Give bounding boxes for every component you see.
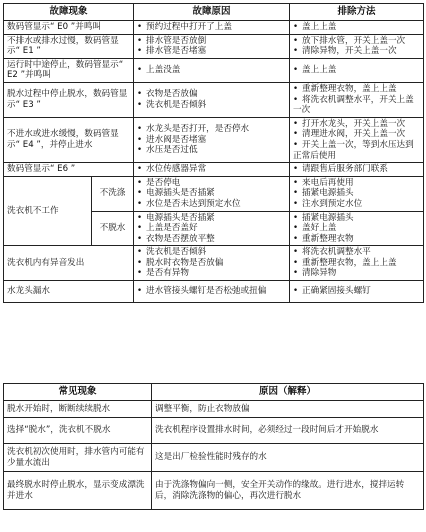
table-row: [4, 401, 424, 418]
cause-item: • 是否停电: [137, 178, 286, 189]
cause-item: • 进水管接头螺钉是否松弛或扭偏: [137, 286, 286, 297]
header-fix: 排除方法: [290, 4, 424, 21]
fix-item: • 将洗衣机调整水平，开关上盖一次: [293, 95, 420, 116]
table-row: [4, 246, 424, 281]
fix-item: • 插紧电源插头: [293, 213, 420, 224]
symptom-cell: 脱水过程中停止脱水，数码管显示“ E3 ”: [4, 82, 134, 117]
symptom-cell: 运行时中途停止，数码管显示“ E2 ”并鸣叫: [4, 58, 134, 82]
cause-item: • 进水阀是否堵塞: [137, 135, 286, 146]
fix-item: • 盖上上盖: [293, 22, 420, 33]
fix-item: • 盖好上盖: [293, 223, 420, 234]
reason-cell: 这是出厂检验性能时残存的水: [152, 444, 424, 472]
fix-item: • 将洗衣机调整水平: [293, 247, 420, 258]
symptom-cell: 不排水或排水过慢，数码管显示“ E1 ”: [4, 34, 134, 58]
fix-cell: [290, 281, 424, 303]
cause-item: • 是否有异物: [137, 268, 286, 279]
cause-cell: [134, 82, 290, 117]
cause-item: • 上盖没盖: [137, 65, 286, 76]
table-row: [4, 21, 424, 35]
header-reason: 原因（解释）: [152, 384, 424, 401]
header-cause: 故障原因: [134, 4, 290, 21]
sub-symptom-cell: 不洗涤: [92, 176, 134, 211]
fix-cell: [290, 163, 424, 177]
table-row: [4, 163, 424, 177]
cause-item: • 洗衣机是否倾斜: [137, 247, 286, 258]
cause-item: • 洗衣机是否倾斜: [137, 100, 286, 111]
cause-item: • 预约过程中打开了上盖: [137, 22, 286, 33]
fix-item: • 清除异物，开关上盖一次: [293, 46, 420, 57]
fault-table-header: [4, 4, 424, 21]
fix-item: • 放下排水管，开关上盖一次: [293, 36, 420, 47]
reason-cell: 调整平衡，防止衣物放偏: [152, 401, 424, 418]
cause-item: • 水压是否过低: [137, 145, 286, 156]
common-table-header: [4, 384, 424, 401]
table-row: [4, 34, 424, 58]
cause-item: • 衣物是否放偏: [137, 89, 286, 100]
cause-cell: [134, 58, 290, 82]
fix-cell: [290, 246, 424, 281]
cause-cell: [134, 21, 290, 35]
common-phenomena-table: [3, 383, 424, 510]
cause-item: • 衣物是否摆放平整: [137, 234, 286, 245]
header-phenomenon: 常见现象: [4, 384, 152, 401]
cause-item: • 电源插头是否插紧: [137, 188, 286, 199]
symptom-cell: 数码管显示“ E0 ”并鸣叫: [4, 21, 134, 35]
table-row: [4, 418, 424, 444]
cause-cell: [134, 117, 290, 162]
fix-item: • 插紧电源插头: [293, 188, 420, 199]
cause-item: • 排水管是否放倒: [137, 36, 286, 47]
phenomenon-cell: 最终脱水时停止脱水，显示变成漂洗并进水: [4, 472, 152, 510]
fix-cell: [290, 21, 424, 35]
fix-item: • 清除异物: [293, 268, 420, 279]
cause-cell: [134, 281, 290, 303]
cause-item: • 电源插头是否插紧: [137, 213, 286, 224]
phenomenon-cell: 脱水开始时，断断续续脱水: [4, 401, 152, 418]
reason-cell: 由于洗涤物偏向一侧，安全开关动作的缘故。进行进水，搅拌运转后，消除洗涤物的偏心，再次进行脱水: [152, 472, 424, 510]
cause-item: • 排水管是否堵塞: [137, 46, 286, 57]
header-symptom: 故障现象: [4, 4, 134, 21]
fix-item: • 注水到预定水位: [293, 199, 420, 210]
fix-cell: [290, 82, 424, 117]
fix-item: • 来电后再使用: [293, 178, 420, 189]
fix-item: • 开关上盖一次，等到水压达到正常后使用: [293, 140, 420, 161]
table-row: [4, 176, 424, 211]
cause-item: • 水位是否未达到预定水位: [137, 199, 286, 210]
fix-item: • 重新整理衣物: [293, 234, 420, 245]
fix-item: • 重新整理衣物，盖上上盖: [293, 84, 420, 95]
fix-cell: [290, 34, 424, 58]
fix-item: • 正确紧固接头螺钉: [293, 286, 420, 297]
fix-item: • 请跟售后服务部门联系: [293, 164, 420, 175]
fix-item: • 清理进水阀，开关上盖一次: [293, 129, 420, 140]
cause-cell: [134, 211, 290, 246]
fix-cell: [290, 117, 424, 162]
fix-item: • 重新整理衣物，盖上上盖: [293, 258, 420, 269]
table-row: [4, 117, 424, 162]
fix-item: • 盖上上盖: [293, 65, 420, 76]
fix-item: • 打开水龙头，开关上盖一次: [293, 119, 420, 130]
symptom-cell: 数码管显示“ E6 ”: [4, 163, 134, 177]
reason-cell: 洗衣机程序设置排水时间，必须经过一段时间后才开始脱水: [152, 418, 424, 444]
table-row: [4, 58, 424, 82]
cause-item: • 水龙头是否打开，是否停水: [137, 124, 286, 135]
phenomenon-cell: 选择“脱水”，洗衣机不脱水: [4, 418, 152, 444]
phenomenon-cell: 洗衣机初次使用时，排水管内可能有少量水流出: [4, 444, 152, 472]
cause-cell: [134, 163, 290, 177]
cause-item: • 水位传感器异常: [137, 164, 286, 175]
symptom-cell: 洗衣机不工作: [4, 176, 92, 246]
table-row: [4, 444, 424, 472]
symptom-cell: 洗衣机内有异音发出: [4, 246, 134, 281]
fix-cell: [290, 176, 424, 211]
cause-item: • 脱水时衣物是否放偏: [137, 258, 286, 269]
table-row: [4, 82, 424, 117]
cause-cell: [134, 34, 290, 58]
fix-cell: [290, 58, 424, 82]
symptom-cell: 水龙头漏水: [4, 281, 134, 303]
cause-item: • 上盖是否盖好: [137, 223, 286, 234]
fix-cell: [290, 211, 424, 246]
table-row: [4, 281, 424, 303]
symptom-cell: 不进水或进水缓慢，数码管显示“ E4 ”，并停止进水: [4, 117, 134, 162]
cause-cell: [134, 246, 290, 281]
sub-symptom-cell: 不脱水: [92, 211, 134, 246]
table-row: [4, 472, 424, 510]
cause-cell: [134, 176, 290, 211]
fault-table: [3, 3, 424, 303]
